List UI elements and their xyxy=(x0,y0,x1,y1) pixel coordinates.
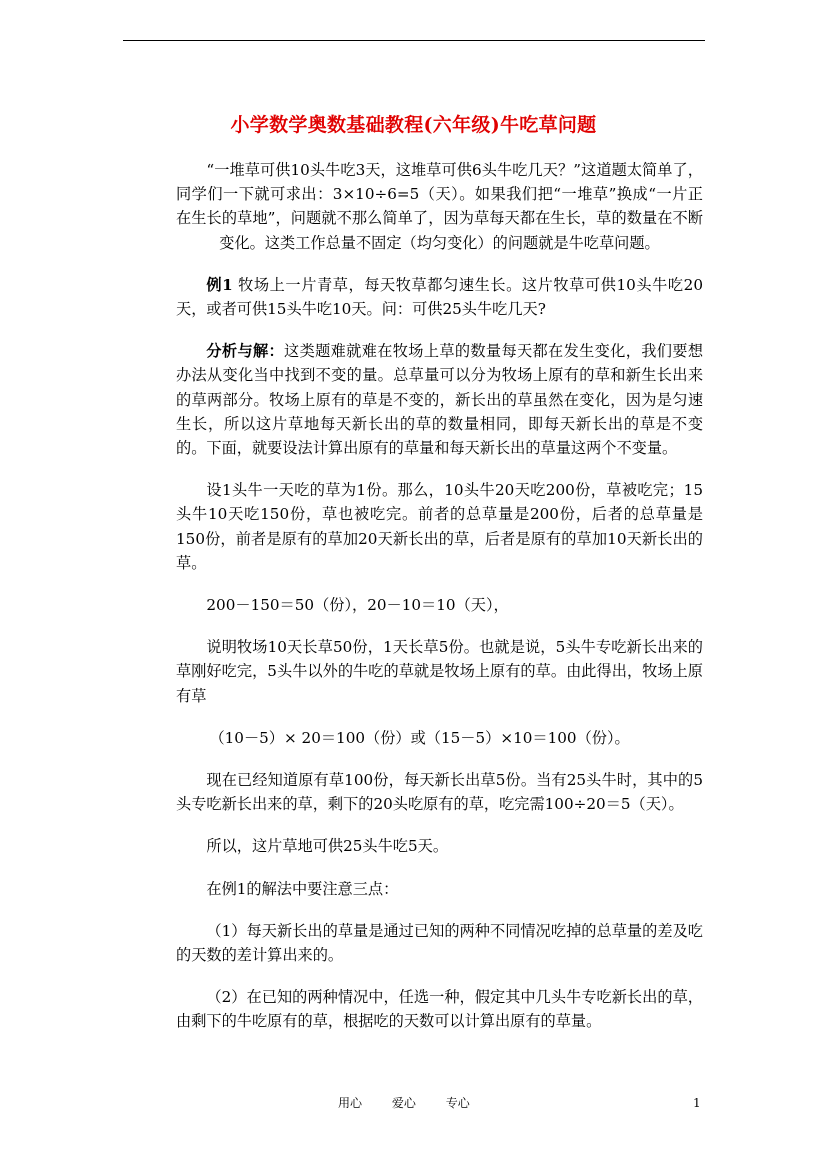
analysis-paragraph: 分析与解：这类题难就难在牧场上草的数量每天都在发生变化，我们要想办法从变化当中找到不变的量。总草量可以分为牧场上原有的草和新生长出来的草两部分。牧场上原有的草是不变的，新长出的草虽然在变化，因为是匀速生长，所以这片草地每天新长出的草的数量相同，即每天新长出的草是不变的。下面，就要设法计算出原有的草量和每天新长出的草量这两个不变量。 xyxy=(176,342,704,458)
header-rule xyxy=(123,40,705,41)
intro-paragraph: “一堆草可供10头牛吃3天，这堆草可供6头牛吃几天？”这道题太简单了，同学们一下就可求出：3×10÷6=5（天）。如果我们把“一堆草”换成“一片正在生长的草地”，问题就不那么简单了，因为草每天都在生长，草的数量在不断变化。这类工作总量不固定（均匀变化）的问题就是牛吃草问题。 xyxy=(176,161,703,252)
footer-motto: 专心 xyxy=(445,1096,470,1110)
footer-motto: 用心 xyxy=(338,1096,363,1110)
analysis-label: 分析与解 xyxy=(206,342,269,361)
footer-mottos xyxy=(338,1094,496,1111)
page-number: 1 xyxy=(693,1096,701,1110)
formula-line-2: （10－5）× 20＝100（份）或（15－5）×10＝100（份）。 xyxy=(209,728,630,747)
setup-paragraph: 设1头牛一天吃的草为1份。那么，10头牛20天吃200份，草被吃完；15头牛10天吃150份，草也被吃完。前者的总草量是200份，后者的总草量是150份，前者是原有的草加20天新长出的草，后者是原有的草加10天新长出的草。 xyxy=(176,481,703,572)
example-paragraph xyxy=(176,273,703,321)
analysis-text: 这类题难就难在牧场上草的数量每天都在发生变化，我们要想办法从变化当中找到不变的量。总草量可以分为牧场上原有的草和新生长出来的草两部分。牧场上原有的草是不变的，新长出的草虽然在变化，因为是匀速生长，所以这片草地每天新长出的草的数量相同，即每天新长出的草是不变的。下面，就要设法计算出原有的草量和每天新长出的草量这两个不变量。 xyxy=(176,342,704,458)
notes-intro-paragraph: 在例1的解法中要注意三点： xyxy=(206,879,399,898)
conclusion-paragraph: 所以，这片草地可供25头牛吃5天。 xyxy=(206,837,449,856)
document-title: 小学数学奥数基础教程(六年级)牛吃草问题 xyxy=(230,114,597,136)
example-label: 例1 xyxy=(206,275,233,294)
note-1-paragraph: （1）每天新长出的草量是通过已知的两种不同情况吃掉的总草量的差及吃的天数的差计算出来的。 xyxy=(176,921,703,965)
formula-line-1: 200－150＝50（份），20－10＝10（天）， xyxy=(206,596,509,615)
example-text: 牧场上一片青草，每天牧草都匀速生长。这片牧草可供10头牛吃20天，或者可供15头牛吃10天。问：可供25头牛吃几天? xyxy=(176,275,703,319)
footer-motto: 爱心 xyxy=(391,1096,416,1110)
document-body xyxy=(176,158,703,1034)
now-paragraph: 现在已经知道原有草100份，每天新长出草5份。当有25头牛时，其中的5头专吃新长出来的草，剩下的20头吃原有的草，吃完需100÷20＝5（天）。 xyxy=(176,771,703,814)
explain-paragraph: 说明牧场10天长草50份，1天长草5份。也就是说，5头牛专吃新长出来的草刚好吃完，5头牛以外的牛吃的草就是牧场上原有的草。由此得出，牧场上原有草 xyxy=(176,638,703,705)
note-2-paragraph: （2）在已知的两种情况中，任选一种，假定其中几头牛专吃新长出的草，由剩下的牛吃原有的草，根据吃的天数可以计算出原有的草量。 xyxy=(176,988,703,1031)
